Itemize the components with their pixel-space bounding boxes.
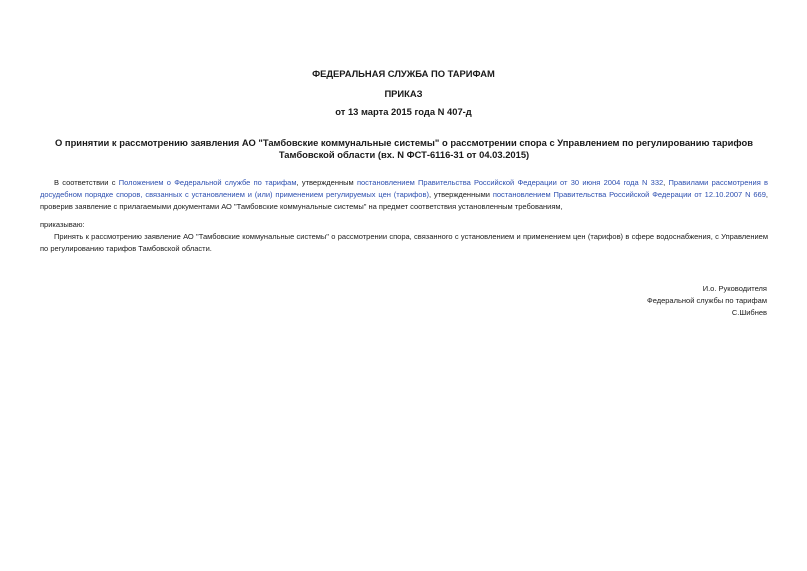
link-government-decree-332[interactable]: постановлением Правительства Российской Федерации от 30 июня 2004 года N 332	[356, 178, 664, 187]
order-word: приказываю:	[40, 220, 85, 229]
link-government-decree-669[interactable]: постановлением Правительства Российской Федерации от 12.10.2007 N 669	[492, 190, 766, 200]
preamble-text-3: ,	[663, 178, 669, 187]
document-title: О принятии к рассмотрению заявления АО "Тамбовские коммунальные системы" о рассмотрении спора с Управлением по регулированию тарифов Тамбовской области (вх. N ФСТ-6116-31 от 04.03.2015)	[55, 137, 753, 160]
preamble-text-2: , утвержденным	[296, 178, 357, 187]
order-text: Принять к рассмотрению заявление АО "Тамбовские коммунальные системы" о рассмотрении спора, связанного с установлением и применением цен (тарифов) в сфере водоснабжения, с Управлением по регулированию тарифов Тамбовской области.	[40, 232, 768, 254]
signature-name: С.Шибнев	[731, 308, 767, 317]
preamble-text-1: В соответствии с	[54, 178, 119, 187]
link-fst-regulation[interactable]: Положением о Федеральной службе по тарифам	[118, 178, 297, 187]
signature-position: И.о. Руководителя	[702, 284, 767, 293]
preamble-text-4: , утвержденными	[428, 190, 493, 200]
preamble-text-5: , проверив заявление с прилагаемыми документами АО "Тамбовские коммунальные системы" на предмет соответствия установленным требованиям,	[40, 190, 768, 212]
doc-type-heading: ПРИКАЗ	[384, 88, 423, 99]
link-dispute-rules[interactable]: Правилами рассмотрения в досудебном порядке споров, связанных с установлением и (или) применением регулируемых цен (тарифов)	[40, 178, 769, 200]
signature-org: Федеральной службы по тарифам	[647, 296, 767, 305]
agency-heading: ФЕДЕРАЛЬНАЯ СЛУЖБА ПО ТАРИФАМ	[312, 68, 495, 79]
preamble-paragraph	[40, 177, 768, 214]
date-number-heading: от 13 марта 2015 года N 407-д	[335, 106, 472, 117]
